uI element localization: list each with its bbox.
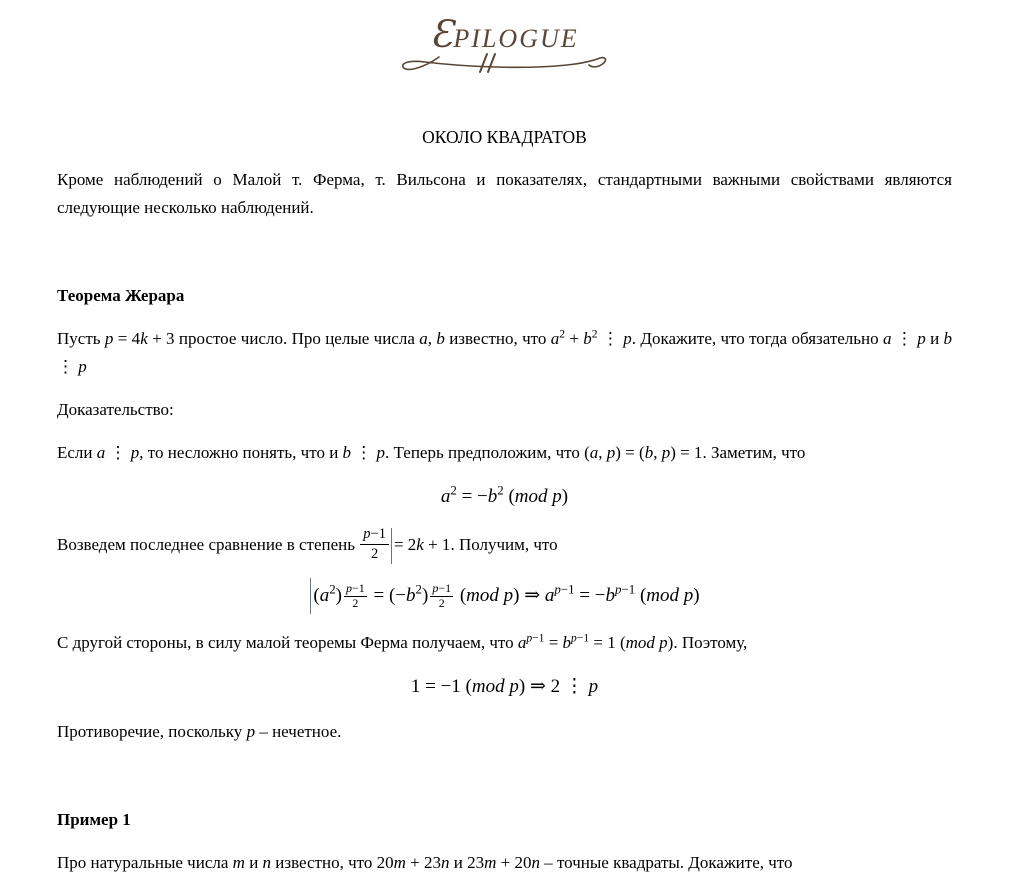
text-run: Если [57, 443, 97, 462]
text-run: простое число. Про целые числа [174, 329, 420, 348]
text-run: Доказательство: [57, 400, 174, 419]
paragraph [57, 325, 952, 381]
math-run: b ⋮ p [57, 329, 953, 376]
text-run: Пусть [57, 329, 105, 348]
logo-initial-letter: Ɛ [430, 13, 454, 56]
document-content [57, 123, 952, 877]
logo-text [430, 13, 579, 56]
text-run: С другой стороны, в силу малой теоремы Ферма получаем, что [57, 633, 518, 653]
paragraph [57, 396, 952, 424]
math-run: (a, p) = (b, p) = 1 [584, 443, 703, 462]
text-run: . Теперь предположим, что [385, 443, 585, 462]
paragraph [57, 718, 952, 746]
text-run: , то несложно понять, что и [139, 443, 343, 462]
paragraph [57, 166, 952, 222]
math-run: $a^{p-1} = b^{p-1} = 1$ (mod p) [517, 631, 674, 653]
section-heading [57, 282, 952, 310]
text-run: известно, что [271, 853, 377, 873]
math-run: = 2k + 1 [393, 535, 451, 555]
logo-rest-letters: PILOGUE [453, 24, 579, 53]
text-run: . Заметим, что [702, 443, 806, 462]
text-run: известно, что [444, 329, 551, 348]
math-run: $(a^2)$ [313, 581, 342, 606]
text-run: . Поэтому, [673, 633, 748, 653]
math-run: a ⋮ p [883, 329, 926, 348]
fraction: $\frac{p-1}{2}$ [360, 526, 389, 562]
equation [57, 481, 952, 513]
section-heading [57, 806, 952, 834]
document-blocks [57, 166, 952, 877]
text-run: Кроме наблюдений о Малой т. Ферма, т. Вильсона и показателях, стандартными важными свойствами являются следующие несколько наблюдений. [57, 170, 952, 217]
text-run: и [244, 853, 263, 873]
math-run: n [262, 853, 272, 873]
equation-cursor-bar [310, 578, 311, 614]
text-run: Теорема Жерара [57, 286, 185, 305]
paragraph [57, 439, 952, 467]
paragraph [57, 629, 952, 657]
text-run: . Докажите, что тогда обязательно [631, 329, 883, 348]
text-run: Пример 1 [57, 810, 131, 830]
math-run: m [232, 853, 245, 873]
text-run: Про натуральные числа [57, 853, 233, 873]
math-run: b ⋮ p [342, 443, 386, 462]
logo [57, 13, 952, 77]
paragraph [57, 528, 952, 564]
equation-cursor-bar [391, 528, 392, 564]
text-run: и [449, 853, 468, 873]
math-run: p [246, 722, 256, 742]
text-run: . Получим, что [450, 535, 558, 555]
math-run: $a^2 + b^2$ ⋮ p [550, 327, 632, 348]
text-run: Возведем последнее сравнение в степень [57, 535, 360, 555]
math-run: (mod p) ⇒ $a^{p-1} = -b^{p-1}$ (mod p) [455, 581, 700, 606]
math-run: a ⋮ p [96, 443, 140, 462]
math-run: 23m + 20n [467, 853, 540, 873]
math-run: 1 = −1 (mod p) ⇒ 2 ⋮ p [410, 676, 599, 698]
math-run: $a^2 = -b^2$ (mod p) [440, 482, 569, 507]
math-run: = $(-b^2)$ [368, 581, 429, 606]
text-run: Противоречие, поскольку [57, 722, 247, 742]
text-run: – точные квадраты. Докажите, что [539, 853, 793, 873]
math-run: 20m + 23n [376, 853, 450, 873]
fraction: $\frac{p-1}{2}$ [432, 580, 452, 610]
math-run: p = 4k + 3 [104, 329, 175, 348]
equation [57, 671, 952, 703]
fraction: $\frac{p-1}{2}$ [345, 580, 365, 610]
paragraph [57, 849, 952, 877]
text-run: и [925, 329, 944, 348]
page-title: ОКОЛО КВАДРАТОВ [422, 127, 587, 147]
math-run: a, b [419, 329, 445, 348]
text-run: – нечетное. [255, 722, 342, 742]
equation [57, 578, 952, 614]
